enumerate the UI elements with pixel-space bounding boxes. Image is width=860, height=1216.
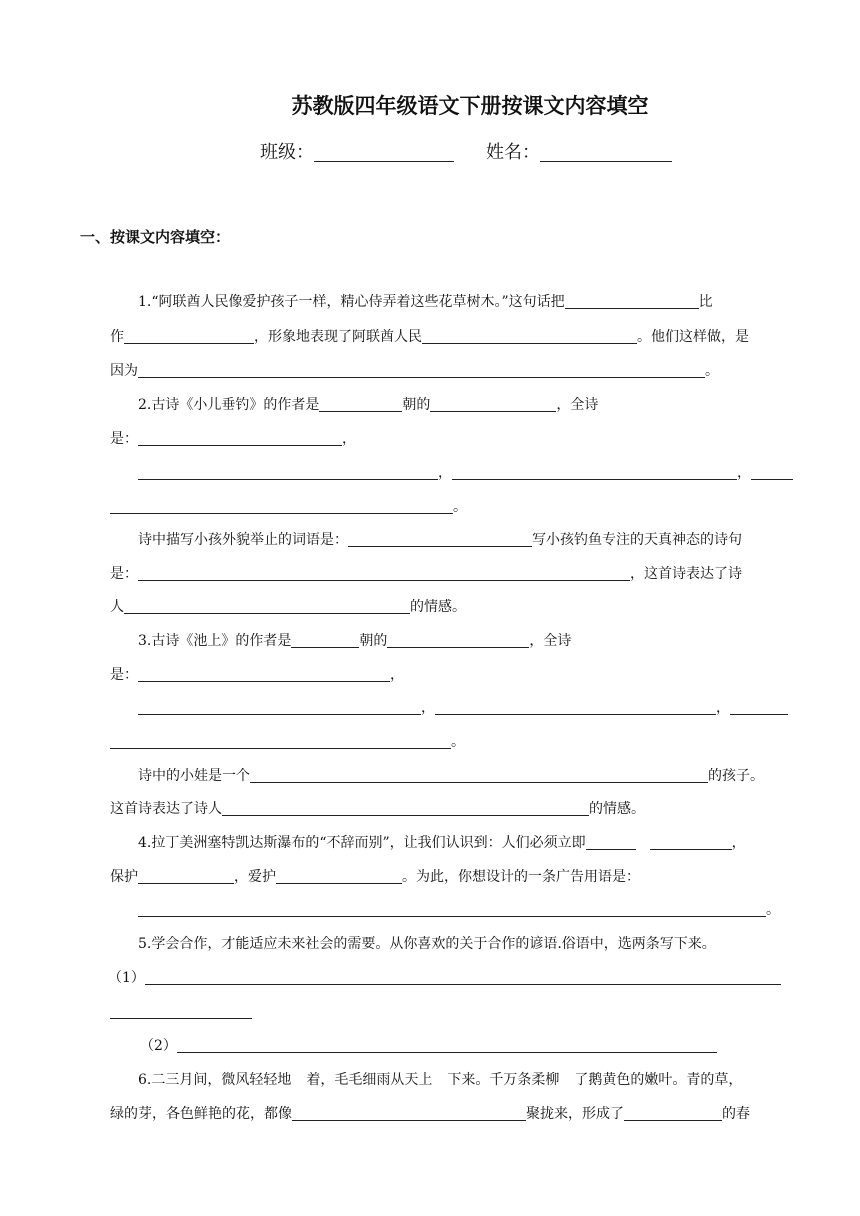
q2-line-5 (138, 530, 811, 550)
q4-text-a: 4.拉丁美洲塞特凯达斯瀑布的“不辞而别”，让我们认识到：人们必须立即 (138, 835, 586, 851)
q1-line-1 (138, 292, 783, 312)
q4-text-f: 。 (766, 902, 780, 918)
q3-text-i: 诗中的小娃是一个 (138, 768, 250, 784)
q3-text-l: 的情感。 (589, 801, 645, 817)
q4-text-d: ，爱护 (234, 869, 276, 885)
q2-line-2 (110, 429, 783, 449)
q2-blank-dynasty[interactable] (319, 395, 402, 412)
q6-text-e: 绿的芽，各色鲜艳的花，都像 (110, 1106, 292, 1122)
q6-text-d: 了鹅黄色的嫩叶。青的草， (574, 1072, 743, 1088)
q3-text-f: ， (421, 700, 435, 716)
q1-text-f: 因为 (110, 363, 138, 379)
q2-text-h: 。 (453, 499, 467, 515)
q2-blank-poem-4a[interactable] (751, 463, 793, 480)
q4-blank-1a[interactable] (586, 833, 636, 850)
page-title: 苏教版四年级语文下册按课文内容填空 (291, 94, 649, 118)
q6-line-2 (110, 1104, 783, 1124)
q2-text-m: 人 (110, 599, 124, 615)
q5-text-a: 5.学会合作，才能适应未来社会的需要。从你喜欢的关于合作的谚语.俗语中，选两条写下来。 (138, 936, 716, 952)
class-blank[interactable] (314, 141, 454, 162)
section-title: 一、按课文内容填空： (80, 228, 231, 246)
q3-text-d: 是： (110, 667, 138, 683)
q2-line-6 (110, 564, 783, 584)
q2-text-f: ， (438, 465, 452, 481)
q5-line-1 (138, 934, 811, 954)
class-name-row (260, 138, 672, 164)
q4-text-b: ， (731, 835, 746, 851)
q1-blank-2[interactable] (124, 327, 254, 344)
q1-text-a: 1.“阿联酋人民像爱护孩子一样，精心侍弄着这些花草树木。”这句话把 (138, 294, 565, 310)
q4-text-c: 保护 (110, 869, 138, 885)
q2-text-b: 朝的 (402, 397, 431, 413)
q1-text-c: 作 (110, 329, 124, 345)
q4-blank-slogan[interactable] (138, 900, 766, 917)
q3-line-1 (138, 631, 811, 651)
q5-blank-1a[interactable] (145, 968, 781, 985)
q3-blank-feeling[interactable] (222, 799, 589, 816)
q2-blank-poem-2[interactable] (138, 463, 438, 480)
q2-line-1 (138, 395, 811, 415)
q5-line-2 (108, 968, 783, 988)
q6-text-c: 下来。千万条柔柳 (447, 1072, 560, 1088)
q3-blank-dynasty[interactable] (291, 631, 359, 648)
q5-blank-1b[interactable] (110, 1002, 252, 1019)
q3-line-5 (138, 766, 811, 786)
q2-text-k: 是： (110, 566, 138, 582)
q4-blank-3[interactable] (276, 867, 402, 884)
q2-line-4 (110, 497, 783, 517)
q3-blank-author[interactable] (387, 631, 529, 648)
q3-text-g: ， (716, 700, 730, 716)
q5-text-b: （1） (108, 970, 145, 986)
q2-text-n: 的情感。 (410, 599, 466, 615)
q1-text-e: 。他们这样做，是 (637, 329, 749, 345)
q3-text-c: ，全诗 (529, 633, 572, 649)
q3-blank-child[interactable] (250, 766, 708, 783)
q3-line-4 (110, 732, 783, 752)
q1-line-3 (110, 361, 783, 381)
q6-text-g: 的春 (722, 1106, 750, 1122)
q1-blank-3[interactable] (422, 327, 637, 344)
q1-blank-4[interactable] (138, 361, 705, 378)
name-blank[interactable] (540, 141, 672, 162)
q2-blank-poem-1[interactable] (138, 429, 342, 446)
q2-blank-author[interactable] (430, 395, 556, 412)
q3-text-j: 的孩子。 (708, 768, 764, 784)
class-label: 班级： (260, 142, 314, 163)
q2-text-d: 是： (110, 431, 138, 447)
q2-text-e: ， (342, 431, 356, 447)
q4-text-e: 。为此，你想设计的一条广告用语是： (402, 869, 640, 885)
q3-text-e: ， (390, 667, 404, 683)
q6-blank-2[interactable] (624, 1104, 722, 1121)
q4-line-3 (110, 900, 783, 920)
q3-line-6 (110, 799, 783, 819)
q6-blank-1[interactable] (292, 1104, 526, 1121)
q2-blank-poem-4b[interactable] (110, 497, 453, 514)
q3-text-a: 3.古诗《池上》的作者是 (138, 633, 292, 649)
q2-text-a: 2.古诗《小儿垂钓》的作者是 (138, 397, 320, 413)
q1-blank-1[interactable] (565, 292, 699, 309)
q2-text-i: 诗中描写小孩外貌举止的词语是： (138, 532, 348, 548)
q2-text-c: ，全诗 (556, 397, 599, 413)
q2-blank-poem-3[interactable] (452, 463, 737, 480)
q6-text-b: 着，毛毛细雨从天上 (306, 1072, 433, 1088)
q2-text-g: ， (737, 465, 751, 481)
q1-text-b: 比 (698, 294, 713, 310)
q3-blank-poem-2[interactable] (138, 698, 421, 715)
q1-text-d: ，形象地表现了阿联酋人民 (254, 329, 422, 345)
q3-blank-poem-4b[interactable] (110, 732, 451, 749)
q1-text-g: 。 (705, 363, 719, 379)
q5-text-c: （2） (140, 1038, 177, 1054)
q4-blank-1b[interactable] (650, 833, 732, 850)
q6-line-1 (138, 1070, 783, 1090)
q4-line-2 (110, 867, 783, 887)
q2-blank-verse[interactable] (138, 564, 630, 581)
q2-line-7 (110, 597, 783, 617)
q3-blank-poem-3[interactable] (435, 698, 716, 715)
q2-text-j: 写小孩钓鱼专注的天真神态的诗句 (532, 532, 742, 548)
q3-text-b: 朝的 (359, 633, 388, 649)
q3-line-3 (110, 698, 783, 718)
q3-blank-poem-4a[interactable] (730, 698, 788, 715)
q5-line-3 (110, 1002, 783, 1022)
q1-line-2 (110, 327, 783, 347)
q3-blank-poem-1[interactable] (138, 665, 390, 682)
q3-text-h: 。 (451, 734, 465, 750)
q4-blank-2[interactable] (138, 867, 234, 884)
q6-text-a: 6.二三月间，微风轻轻地 (138, 1072, 292, 1088)
q2-line-3 (110, 463, 783, 483)
q3-line-2 (110, 665, 783, 685)
q2-text-l: ，这首诗表达了诗 (630, 566, 742, 582)
q2-blank-feeling[interactable] (124, 597, 410, 614)
q5-blank-2[interactable] (177, 1036, 717, 1053)
q3-text-k: 这首诗表达了诗人 (110, 801, 222, 817)
name-label: 姓名： (486, 142, 540, 163)
q6-text-f: 聚拢来，形成了 (526, 1106, 624, 1122)
q5-line-4 (140, 1036, 813, 1056)
q2-blank-appearance[interactable] (348, 530, 532, 547)
q4-line-1 (138, 833, 783, 853)
